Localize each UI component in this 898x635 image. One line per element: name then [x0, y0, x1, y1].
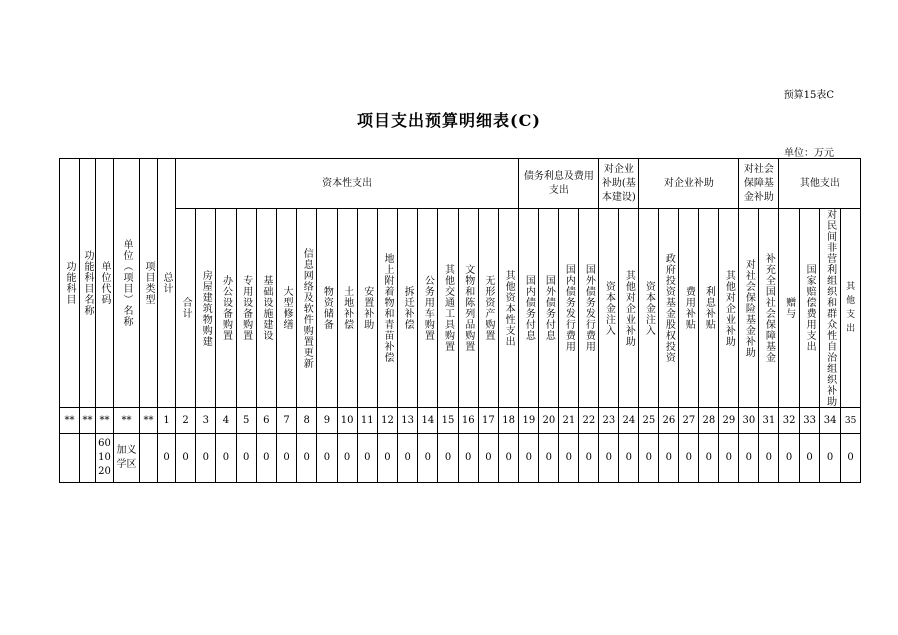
index-cell: 19 — [519, 408, 539, 434]
value-cell: 0 — [739, 434, 759, 483]
value-cell: 0 — [820, 434, 841, 483]
value-cell: 0 — [619, 434, 639, 483]
col-header: 办公设备购置 — [216, 209, 236, 408]
index-cell: 27 — [679, 408, 699, 434]
col-header: 赠与 — [779, 209, 800, 408]
index-cell: 12 — [377, 408, 397, 434]
index-cell: 29 — [719, 408, 739, 434]
col-header: 其他资本性支出 — [499, 209, 519, 408]
col-header: 国内债务发行费用 — [559, 209, 579, 408]
value-cell: 0 — [519, 434, 539, 483]
index-cell: 21 — [559, 408, 579, 434]
budget-table — [59, 158, 861, 483]
col-header: 其他交通工具购置 — [438, 209, 458, 408]
group-debt: 债务利息及费用支出 — [519, 159, 599, 209]
col-header: 资本金注入 — [639, 209, 659, 408]
value-cell: 0 — [357, 434, 377, 483]
col-header: 其他对企业补助 — [719, 209, 739, 408]
index-cell: ** — [80, 408, 96, 434]
header-unit-name: 单位（项目）名称 — [114, 159, 140, 408]
index-cell: 32 — [779, 408, 800, 434]
index-cell: 9 — [317, 408, 337, 434]
value-cell: 0 — [317, 434, 337, 483]
index-cell: 28 — [699, 408, 719, 434]
index-cell: 10 — [337, 408, 357, 434]
col-header: 拆迁补偿 — [398, 209, 418, 408]
col-header: 地上附着物和青苗补偿 — [377, 209, 397, 408]
index-cell: ** — [96, 408, 114, 434]
index-cell: 25 — [639, 408, 659, 434]
value-cell: 0 — [579, 434, 599, 483]
index-cell: 16 — [458, 408, 478, 434]
header-group-row — [60, 159, 861, 209]
value-cell: 0 — [196, 434, 216, 483]
value-cell: 0 — [478, 434, 498, 483]
index-cell: ** — [60, 408, 80, 434]
col-header: 国外债务付息 — [539, 209, 559, 408]
value-cell: 0 — [639, 434, 659, 483]
index-cell: 14 — [418, 408, 438, 434]
index-cell: 17 — [478, 408, 498, 434]
col-header: 对民间非营利组织和群众性自治组织补助 — [820, 209, 841, 408]
value-cell: 0 — [799, 434, 820, 483]
value-cell: 0 — [458, 434, 478, 483]
index-cell: 22 — [579, 408, 599, 434]
value-cell: 0 — [158, 434, 176, 483]
index-cell: 26 — [659, 408, 679, 434]
value-cell: 0 — [759, 434, 779, 483]
index-cell: 30 — [739, 408, 759, 434]
col-header: 房屋建筑物购建 — [196, 209, 216, 408]
group-enterprise-capital: 对企业补助(基本建设) — [599, 159, 639, 209]
col-header: 土地补偿 — [337, 209, 357, 408]
value-cell: 0 — [719, 434, 739, 483]
index-cell: 23 — [599, 408, 619, 434]
col-header: 国家赔偿费用支出 — [799, 209, 820, 408]
col-header: 对社会保险基金补助 — [739, 209, 759, 408]
unit-label: 单位：万元 — [784, 148, 834, 159]
col-header: 国外债务发行费用 — [579, 209, 599, 408]
index-cell: 1 — [158, 408, 176, 434]
value-cell: 0 — [276, 434, 296, 483]
index-cell: ** — [114, 408, 140, 434]
value-cell: 0 — [840, 434, 861, 483]
value-cell: 0 — [539, 434, 559, 483]
col-header: 专用设备购置 — [236, 209, 256, 408]
index-cell: 5 — [236, 408, 256, 434]
value-cell: 0 — [236, 434, 256, 483]
value-cell: 0 — [337, 434, 357, 483]
table-row — [60, 434, 861, 483]
col-header: 政府投资基金股权投资 — [659, 209, 679, 408]
value-cell: 0 — [499, 434, 519, 483]
value-cell: 0 — [699, 434, 719, 483]
form-code: 预算15表C — [783, 90, 834, 101]
header-total: 总计 — [158, 159, 176, 408]
index-row — [60, 408, 861, 434]
index-cell: 2 — [176, 408, 196, 434]
col-header: 资本金注入 — [599, 209, 619, 408]
group-enterprise: 对企业补助 — [639, 159, 739, 209]
index-cell: 31 — [759, 408, 779, 434]
col-header: 国内债务付息 — [519, 209, 539, 408]
index-cell: 3 — [196, 408, 216, 434]
index-cell: 4 — [216, 408, 236, 434]
value-cell: 0 — [176, 434, 196, 483]
col-header: 费用补贴 — [679, 209, 699, 408]
cell-unit-code: 601020 — [96, 434, 114, 483]
index-cell: 7 — [276, 408, 296, 434]
header-project-type: 项目类型 — [140, 159, 158, 408]
col-header: 文物和陈列品购置 — [458, 209, 478, 408]
header-column-row — [60, 209, 861, 408]
value-cell: 0 — [559, 434, 579, 483]
group-capital: 资本性支出 — [176, 159, 519, 209]
index-cell: 8 — [297, 408, 317, 434]
value-cell: 0 — [438, 434, 458, 483]
value-cell: 0 — [216, 434, 236, 483]
value-cell: 0 — [659, 434, 679, 483]
index-cell: 34 — [820, 408, 841, 434]
header-function-name: 功能科目名称 — [80, 159, 96, 408]
index-cell: 33 — [799, 408, 820, 434]
col-header: 物资储备 — [317, 209, 337, 408]
index-cell: 24 — [619, 408, 639, 434]
col-header: 信息网络及软件购置更新 — [297, 209, 317, 408]
cell-unit-name: 加义学区 — [114, 434, 140, 483]
cell-project-type — [140, 434, 158, 483]
group-social: 对社会保障基金补助 — [739, 159, 779, 209]
col-header: 利息补贴 — [699, 209, 719, 408]
index-cell: 35 — [840, 408, 861, 434]
index-cell: 13 — [398, 408, 418, 434]
value-cell: 0 — [779, 434, 800, 483]
col-header: 补充全国社会保障基金 — [759, 209, 779, 408]
value-cell: 0 — [377, 434, 397, 483]
index-cell: 11 — [357, 408, 377, 434]
header-function-code: 功能科目 — [60, 159, 80, 408]
page-title: 项目支出预算明细表(C) — [357, 111, 541, 130]
col-header: 公务用车购置 — [418, 209, 438, 408]
col-header: 大型修缮 — [276, 209, 296, 408]
value-cell: 0 — [418, 434, 438, 483]
col-header: 其他对企业补助 — [619, 209, 639, 408]
value-cell: 0 — [398, 434, 418, 483]
value-cell: 0 — [297, 434, 317, 483]
index-cell: 6 — [256, 408, 276, 434]
col-header: 基础设施建设 — [256, 209, 276, 408]
index-cell: 15 — [438, 408, 458, 434]
cell-function-code — [60, 434, 80, 483]
group-other: 其他支出 — [779, 159, 861, 209]
col-header: 安置补助 — [357, 209, 377, 408]
header-unit-code: 单位代码 — [96, 159, 114, 408]
index-cell: 20 — [539, 408, 559, 434]
index-cell: 18 — [499, 408, 519, 434]
col-header: 无形资产购置 — [478, 209, 498, 408]
col-header: 合计 — [176, 209, 196, 408]
cell-function-name — [80, 434, 96, 483]
value-cell: 0 — [256, 434, 276, 483]
index-cell: ** — [140, 408, 158, 434]
value-cell: 0 — [679, 434, 699, 483]
value-cell: 0 — [599, 434, 619, 483]
col-header: 其他支出 — [840, 209, 861, 408]
